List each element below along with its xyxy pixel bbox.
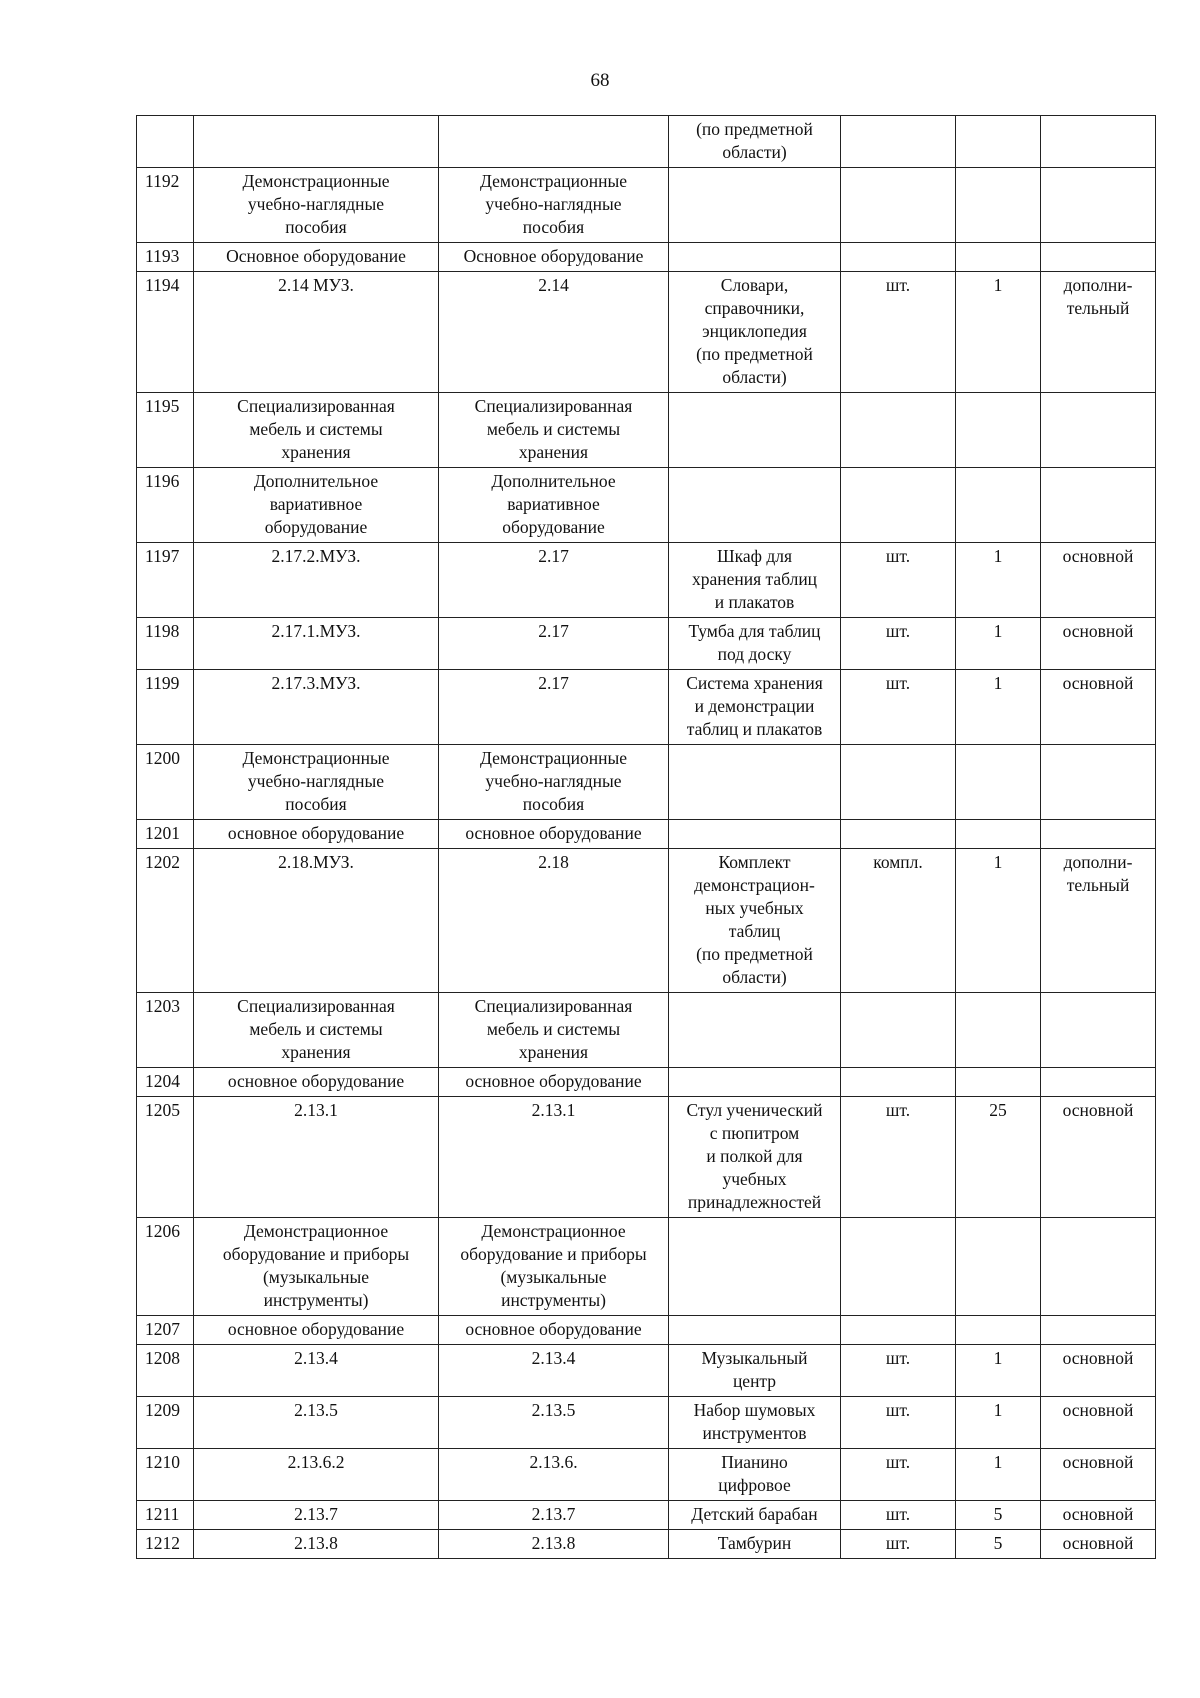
- cell-equipment-type-text: основной: [1062, 1348, 1134, 1368]
- cell-equipment-type: [1041, 1449, 1156, 1501]
- cell-section-name: [439, 1449, 669, 1501]
- cell-row-number-text: 1206: [145, 1221, 180, 1241]
- cell-row-number-text: 1202: [145, 852, 180, 872]
- cell-item-name: [669, 116, 841, 168]
- cell-section-code: [194, 168, 439, 243]
- cell-item-name-text: Музыкальный центр: [701, 1348, 808, 1391]
- cell-section-name-text: 2.13.4: [531, 1348, 576, 1368]
- cell-quantity: [956, 1218, 1041, 1316]
- cell-equipment-type-text: основной: [1062, 1452, 1134, 1472]
- cell-row-number: [137, 1316, 194, 1345]
- cell-equipment-type: [1041, 468, 1156, 543]
- cell-item-name: [669, 393, 841, 468]
- cell-equipment-type: [1041, 1068, 1156, 1097]
- cell-unit: [841, 1449, 956, 1501]
- cell-section-code-text: 2.17.1.МУЗ.: [271, 621, 361, 641]
- cell-section-code: [194, 1097, 439, 1218]
- cell-section-code-text: 2.13.7: [294, 1504, 338, 1524]
- cell-section-name-text: 2.18: [538, 852, 569, 872]
- cell-row-number: [137, 993, 194, 1068]
- table-row: [137, 993, 1156, 1068]
- cell-row-number: [137, 1397, 194, 1449]
- cell-row-number: [137, 670, 194, 745]
- cell-section-code: [194, 468, 439, 543]
- cell-section-code-text: Дополнительное вариативное оборудование: [253, 471, 379, 537]
- cell-item-name-text: Набор шумовых инструментов: [693, 1400, 816, 1443]
- cell-unit-text: компл.: [873, 852, 923, 872]
- cell-item-name: [669, 1449, 841, 1501]
- cell-unit-text: шт.: [885, 1348, 911, 1368]
- cell-equipment-type: [1041, 1218, 1156, 1316]
- cell-row-number-text: 1210: [145, 1452, 180, 1472]
- cell-quantity: [956, 543, 1041, 618]
- cell-section-name: [439, 1218, 669, 1316]
- cell-item-name-text: Шкаф для хранения таблиц и плакатов: [691, 546, 818, 612]
- cell-unit-text: шт.: [885, 1533, 911, 1553]
- table-row: [137, 1097, 1156, 1218]
- cell-section-code: [194, 618, 439, 670]
- cell-quantity-text: 25: [989, 1100, 1007, 1120]
- cell-section-code: [194, 272, 439, 393]
- cell-unit: [841, 745, 956, 820]
- cell-section-name: [439, 1397, 669, 1449]
- cell-row-number-text: 1195: [145, 396, 180, 416]
- cell-section-name: [439, 1097, 669, 1218]
- cell-section-name: [439, 272, 669, 393]
- cell-unit: [841, 1218, 956, 1316]
- cell-unit: [841, 543, 956, 618]
- cell-section-name-text: Основное оборудование: [463, 246, 644, 266]
- table-row: [137, 670, 1156, 745]
- cell-row-number-text: 1211: [145, 1504, 180, 1524]
- cell-equipment-type: [1041, 820, 1156, 849]
- cell-quantity-text: 1: [993, 621, 1003, 641]
- cell-unit: [841, 820, 956, 849]
- cell-unit-text: шт.: [885, 1504, 911, 1524]
- cell-row-number-text: 1201: [145, 823, 180, 843]
- table-row: [137, 272, 1156, 393]
- cell-row-number-text: 1205: [145, 1100, 180, 1120]
- cell-item-name: [669, 745, 841, 820]
- cell-section-code: [194, 849, 439, 993]
- cell-row-number-text: 1204: [145, 1071, 180, 1091]
- cell-row-number-text: 1192: [145, 171, 180, 191]
- cell-unit: [841, 393, 956, 468]
- cell-section-code: [194, 820, 439, 849]
- cell-quantity: [956, 1068, 1041, 1097]
- cell-quantity-text: 5: [993, 1533, 1003, 1553]
- cell-item-name: [669, 272, 841, 393]
- cell-row-number: [137, 820, 194, 849]
- cell-equipment-type: [1041, 1397, 1156, 1449]
- cell-quantity: [956, 1345, 1041, 1397]
- cell-section-code: [194, 1316, 439, 1345]
- cell-section-code-text: Специализированная мебель и системы хранения: [237, 396, 395, 462]
- cell-unit-text: шт.: [885, 621, 911, 641]
- table-row: [137, 849, 1156, 993]
- cell-quantity-text: 1: [993, 1348, 1003, 1368]
- cell-item-name: [669, 1316, 841, 1345]
- cell-row-number: [137, 849, 194, 993]
- cell-unit-text: шт.: [885, 1100, 911, 1120]
- cell-item-name-text: Тумба для таблиц под доску: [688, 621, 821, 664]
- cell-row-number-text: 1194: [145, 275, 180, 295]
- cell-equipment-type: [1041, 670, 1156, 745]
- cell-section-name-text: основное оборудование: [465, 1071, 642, 1091]
- cell-row-number: [137, 543, 194, 618]
- cell-item-name-text: Словари, справочники, энциклопедия (по предметной области): [696, 275, 813, 387]
- cell-row-number: [137, 1449, 194, 1501]
- table-row: [137, 393, 1156, 468]
- cell-unit: [841, 1316, 956, 1345]
- cell-quantity: [956, 272, 1041, 393]
- cell-section-name: [439, 116, 669, 168]
- page-number: 68: [590, 70, 610, 91]
- cell-section-name: [439, 670, 669, 745]
- cell-quantity: [956, 393, 1041, 468]
- cell-quantity: [956, 993, 1041, 1068]
- cell-section-code-text: Демонстрационные учебно-наглядные пособия: [242, 171, 390, 237]
- cell-section-name: [439, 1530, 669, 1559]
- cell-unit: [841, 1530, 956, 1559]
- cell-row-number: [137, 1501, 194, 1530]
- cell-section-code-text: 2.14 МУЗ.: [278, 275, 354, 295]
- cell-section-name: [439, 1068, 669, 1097]
- cell-equipment-type-text: дополни- тельный: [1063, 275, 1133, 318]
- cell-section-code: [194, 543, 439, 618]
- cell-equipment-type-text: основной: [1062, 1504, 1134, 1524]
- cell-section-code-text: основное оборудование: [227, 1319, 405, 1339]
- cell-section-code-text: 2.13.6.2: [287, 1452, 345, 1472]
- cell-equipment-type: [1041, 116, 1156, 168]
- cell-section-name-text: Демонстрационные учебно-наглядные пособия: [480, 171, 627, 237]
- table-row: [137, 543, 1156, 618]
- cell-unit: [841, 1345, 956, 1397]
- cell-section-name-text: Дополнительное вариативное оборудование: [491, 471, 616, 537]
- cell-equipment-type-text: основной: [1062, 1100, 1134, 1120]
- cell-section-code-text: 2.17.2.МУЗ.: [271, 546, 361, 566]
- cell-equipment-type: [1041, 849, 1156, 993]
- cell-unit-text: шт.: [885, 546, 911, 566]
- cell-section-name: [439, 745, 669, 820]
- cell-quantity: [956, 1316, 1041, 1345]
- cell-section-name: [439, 243, 669, 272]
- cell-equipment-type: [1041, 1530, 1156, 1559]
- cell-item-name-text: Стул ученический с пюпитром и полкой для учебных принадлежностей: [686, 1100, 823, 1212]
- cell-section-code-text: Демонстрационное оборудование и приборы (музыкальные инструменты): [222, 1221, 410, 1310]
- cell-item-name: [669, 670, 841, 745]
- cell-row-number: [137, 1218, 194, 1316]
- cell-section-code-text: Специализированная мебель и системы хранения: [237, 996, 395, 1062]
- cell-quantity-text: 1: [993, 275, 1003, 295]
- cell-equipment-type: [1041, 1316, 1156, 1345]
- cell-unit: [841, 1397, 956, 1449]
- cell-unit: [841, 993, 956, 1068]
- cell-row-number: [137, 745, 194, 820]
- table-row: [137, 1501, 1156, 1530]
- cell-row-number-text: 1197: [145, 546, 180, 566]
- cell-quantity-text: 1: [993, 852, 1003, 872]
- cell-section-name: [439, 1345, 669, 1397]
- cell-item-name: [669, 849, 841, 993]
- cell-item-name-text: Комплект демонстрацион- ных учебных таблиц (по предметной области): [694, 852, 815, 987]
- cell-equipment-type-text: дополни- тельный: [1063, 852, 1133, 895]
- cell-section-code: [194, 1218, 439, 1316]
- cell-equipment-type: [1041, 272, 1156, 393]
- cell-item-name: [669, 243, 841, 272]
- cell-section-name-text: 2.13.5: [531, 1400, 576, 1420]
- table-row: [137, 820, 1156, 849]
- cell-item-name-text: Детский барабан: [691, 1504, 818, 1524]
- cell-unit: [841, 468, 956, 543]
- cell-row-number: [137, 116, 194, 168]
- cell-section-code-text: 2.18.МУЗ.: [278, 852, 354, 872]
- cell-unit: [841, 670, 956, 745]
- cell-section-name: [439, 849, 669, 993]
- cell-section-code-text: основное оборудование: [227, 1071, 405, 1091]
- cell-unit-text: шт.: [885, 1452, 911, 1472]
- cell-row-number: [137, 1345, 194, 1397]
- cell-equipment-type: [1041, 243, 1156, 272]
- table-row: [137, 1397, 1156, 1449]
- cell-unit: [841, 1068, 956, 1097]
- cell-row-number: [137, 1068, 194, 1097]
- cell-equipment-type: [1041, 543, 1156, 618]
- table-row: [137, 745, 1156, 820]
- cell-section-name: [439, 1316, 669, 1345]
- cell-section-code: [194, 993, 439, 1068]
- cell-quantity-text: 1: [993, 673, 1003, 693]
- cell-section-code: [194, 1345, 439, 1397]
- table-row: [137, 1449, 1156, 1501]
- cell-row-number: [137, 168, 194, 243]
- table-row: [137, 1218, 1156, 1316]
- cell-section-code: [194, 1501, 439, 1530]
- cell-unit: [841, 116, 956, 168]
- cell-row-number: [137, 243, 194, 272]
- cell-unit: [841, 1097, 956, 1218]
- cell-section-code-text: 2.17.3.МУЗ.: [271, 673, 361, 693]
- cell-quantity: [956, 168, 1041, 243]
- cell-quantity-text: 1: [993, 1452, 1003, 1472]
- cell-quantity: [956, 468, 1041, 543]
- cell-equipment-type-text: основной: [1062, 673, 1134, 693]
- cell-equipment-type: [1041, 1345, 1156, 1397]
- cell-row-number: [137, 618, 194, 670]
- cell-quantity-text: 1: [993, 1400, 1003, 1420]
- cell-item-name: [669, 1097, 841, 1218]
- cell-quantity-text: 5: [993, 1504, 1003, 1524]
- cell-row-number: [137, 393, 194, 468]
- table-row: [137, 468, 1156, 543]
- cell-item-name: [669, 468, 841, 543]
- cell-section-code-text: 2.13.5: [294, 1400, 338, 1420]
- table-row: [137, 243, 1156, 272]
- cell-row-number-text: 1212: [145, 1533, 180, 1553]
- cell-quantity-text: 1: [993, 546, 1003, 566]
- cell-item-name: [669, 543, 841, 618]
- cell-quantity: [956, 1530, 1041, 1559]
- cell-section-name-text: 2.14: [538, 275, 569, 295]
- cell-section-name-text: Специализированная мебель и системы хранения: [474, 396, 633, 462]
- cell-section-name: [439, 618, 669, 670]
- cell-section-name: [439, 1501, 669, 1530]
- cell-section-code: [194, 670, 439, 745]
- cell-item-name-text: (по предметной области): [696, 119, 813, 162]
- cell-item-name: [669, 1501, 841, 1530]
- cell-item-name: [669, 1530, 841, 1559]
- table-row: [137, 116, 1156, 168]
- cell-equipment-type: [1041, 1501, 1156, 1530]
- cell-row-number-text: 1199: [145, 673, 180, 693]
- cell-item-name: [669, 993, 841, 1068]
- cell-section-code: [194, 243, 439, 272]
- cell-section-name-text: Демонстрационные учебно-наглядные пособия: [480, 748, 627, 814]
- cell-unit: [841, 1501, 956, 1530]
- cell-quantity: [956, 618, 1041, 670]
- cell-row-number-text: 1200: [145, 748, 180, 768]
- cell-section-name-text: Специализированная мебель и системы хранения: [474, 996, 633, 1062]
- cell-row-number-text: 1207: [145, 1319, 180, 1339]
- cell-row-number: [137, 468, 194, 543]
- cell-item-name: [669, 1397, 841, 1449]
- cell-section-name-text: 2.17: [538, 546, 569, 566]
- cell-section-name: [439, 393, 669, 468]
- cell-item-name: [669, 618, 841, 670]
- cell-section-name-text: 2.13.7: [531, 1504, 576, 1524]
- table-row: [137, 618, 1156, 670]
- cell-section-code: [194, 393, 439, 468]
- cell-section-name-text: 2.13.1: [531, 1100, 576, 1120]
- cell-quantity: [956, 670, 1041, 745]
- cell-quantity: [956, 745, 1041, 820]
- cell-section-name-text: Демонстрационное оборудование и приборы (музыкальные инструменты): [460, 1221, 647, 1310]
- cell-unit: [841, 272, 956, 393]
- cell-section-name: [439, 820, 669, 849]
- cell-section-code: [194, 1068, 439, 1097]
- cell-equipment-type: [1041, 993, 1156, 1068]
- cell-item-name: [669, 820, 841, 849]
- cell-item-name-text: Система хранения и демонстрации таблиц и плакатов: [686, 673, 823, 739]
- table-row: [137, 1345, 1156, 1397]
- cell-item-name-text: Тамбурин: [717, 1533, 792, 1553]
- cell-section-code: [194, 1397, 439, 1449]
- cell-quantity: [956, 243, 1041, 272]
- equipment-table: [136, 115, 1156, 1559]
- cell-section-code-text: 2.13.8: [294, 1533, 338, 1553]
- cell-unit: [841, 168, 956, 243]
- cell-equipment-type-text: основной: [1062, 621, 1134, 641]
- cell-unit: [841, 618, 956, 670]
- cell-unit: [841, 849, 956, 993]
- cell-equipment-type-text: основной: [1062, 1533, 1134, 1553]
- cell-row-number-text: 1208: [145, 1348, 180, 1368]
- cell-section-code: [194, 745, 439, 820]
- cell-section-name-text: 2.17: [538, 621, 569, 641]
- table-row: [137, 1068, 1156, 1097]
- table-row: [137, 1316, 1156, 1345]
- cell-section-code-text: основное оборудование: [227, 823, 405, 843]
- cell-quantity: [956, 1397, 1041, 1449]
- cell-unit: [841, 243, 956, 272]
- cell-equipment-type: [1041, 393, 1156, 468]
- cell-section-name: [439, 543, 669, 618]
- cell-section-name: [439, 993, 669, 1068]
- cell-item-name: [669, 168, 841, 243]
- cell-equipment-type: [1041, 745, 1156, 820]
- cell-section-code: [194, 1449, 439, 1501]
- cell-quantity: [956, 1501, 1041, 1530]
- cell-unit-text: шт.: [885, 1400, 911, 1420]
- cell-row-number-text: 1209: [145, 1400, 180, 1420]
- cell-quantity: [956, 849, 1041, 993]
- cell-equipment-type: [1041, 168, 1156, 243]
- cell-section-name-text: основное оборудование: [465, 823, 642, 843]
- cell-section-name-text: 2.13.8: [531, 1533, 576, 1553]
- cell-section-code-text: Демонстрационные учебно-наглядные пособия: [242, 748, 390, 814]
- cell-equipment-type: [1041, 1097, 1156, 1218]
- cell-section-name: [439, 468, 669, 543]
- cell-unit-text: шт.: [885, 673, 911, 693]
- cell-equipment-type-text: основной: [1062, 1400, 1134, 1420]
- cell-section-name-text: основное оборудование: [465, 1319, 642, 1339]
- cell-equipment-type-text: основной: [1062, 546, 1134, 566]
- cell-quantity: [956, 1097, 1041, 1218]
- cell-row-number-text: 1198: [145, 621, 180, 641]
- cell-row-number-text: 1193: [145, 246, 180, 266]
- table-body: [137, 116, 1156, 1559]
- cell-row-number-text: 1203: [145, 996, 180, 1016]
- cell-unit-text: шт.: [885, 275, 911, 295]
- cell-row-number: [137, 272, 194, 393]
- cell-section-code-text: 2.13.1: [294, 1100, 338, 1120]
- cell-item-name: [669, 1068, 841, 1097]
- cell-item-name: [669, 1345, 841, 1397]
- cell-row-number: [137, 1530, 194, 1559]
- cell-row-number: [137, 1097, 194, 1218]
- cell-section-name-text: 2.13.6.: [529, 1452, 578, 1472]
- cell-section-name-text: 2.17: [538, 673, 569, 693]
- table-row: [137, 168, 1156, 243]
- cell-item-name-text: Пианино цифровое: [718, 1452, 791, 1495]
- cell-quantity: [956, 1449, 1041, 1501]
- cell-equipment-type: [1041, 618, 1156, 670]
- cell-row-number-text: 1196: [145, 471, 180, 491]
- cell-quantity: [956, 820, 1041, 849]
- cell-section-code: [194, 1530, 439, 1559]
- cell-quantity: [956, 116, 1041, 168]
- cell-item-name: [669, 1218, 841, 1316]
- cell-section-code: [194, 116, 439, 168]
- cell-section-name: [439, 168, 669, 243]
- cell-section-code-text: Основное оборудование: [226, 246, 406, 266]
- cell-section-code-text: 2.13.4: [294, 1348, 338, 1368]
- table-row: [137, 1530, 1156, 1559]
